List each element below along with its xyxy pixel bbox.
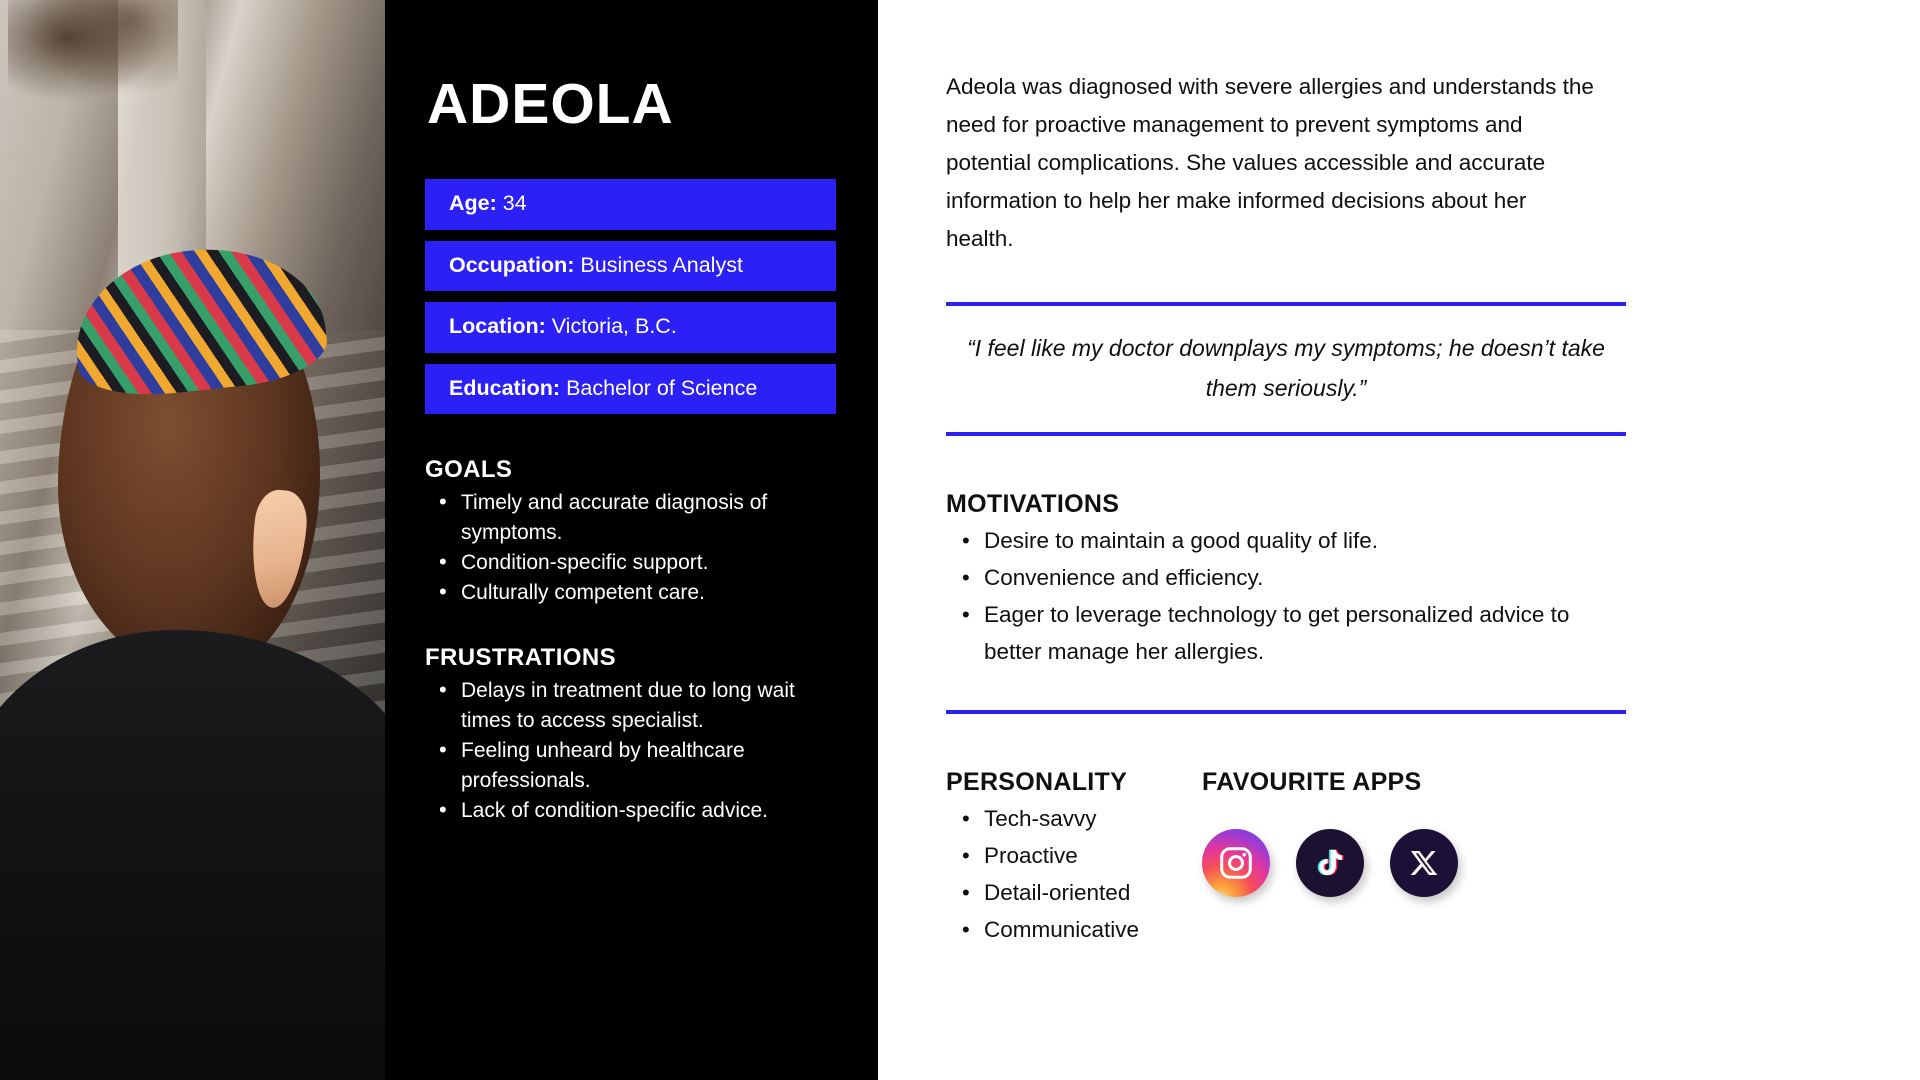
goals-list (425, 488, 836, 608)
fact-value-education: Bachelor of Science (566, 375, 758, 400)
fact-label-location: Location: (449, 314, 546, 338)
fact-bar-occupation (425, 241, 836, 292)
fact-label-education: Education: (449, 375, 561, 400)
fact-label-age: Age: (449, 191, 497, 215)
list-item: • Detail-oriented (946, 874, 1202, 911)
persona-details-panel (878, 0, 1920, 1080)
favourite-apps-heading: FAVOURITE APPS (1202, 768, 1422, 796)
list-item: • Delays in treatment due to long wait times to access specialist. (425, 676, 836, 736)
personality-list (946, 800, 1202, 948)
persona-quote: “I feel like my doctor downplays my symptoms; he doesn’t take them seriously.” (967, 335, 1605, 401)
list-item: • Convenience and efficiency. (946, 559, 1606, 596)
persona-summary-panel (385, 0, 878, 1080)
list-item: • Tech-savvy (946, 800, 1202, 837)
fact-label-occupation: Occupation: (449, 252, 575, 277)
goals-heading: GOALS (425, 456, 513, 483)
fact-value-location: Victoria, B.C. (551, 314, 677, 338)
frustrations-list (425, 676, 836, 826)
personality-apps-row (946, 714, 1866, 948)
x-twitter-icon[interactable] (1390, 829, 1458, 897)
motivations-list (946, 522, 1866, 670)
persona-name: ADEOLA (427, 72, 674, 136)
instagram-icon[interactable] (1202, 829, 1270, 897)
personality-heading: PERSONALITY (946, 768, 1128, 796)
photo-branch (8, 0, 178, 110)
list-item: • Desire to maintain a good quality of life. (946, 522, 1606, 559)
fact-bar-age (425, 179, 836, 230)
fact-bar-education (425, 364, 836, 415)
list-item: • Eager to leverage technology to get personalized advice to better manage her allergies. (946, 596, 1606, 670)
list-item: • Condition-specific support. (425, 548, 836, 578)
fact-value-occupation: Business Analyst (580, 252, 743, 277)
tiktok-icon[interactable] (1296, 829, 1364, 897)
persona-bio: Adeola was diagnosed with severe allergies and understands the need for proactive management to prevent symptoms and potential complications. She values accessible and accurate information to help her make informed decisions about her health. (946, 74, 1594, 251)
list-item: • Lack of condition-specific advice. (425, 796, 836, 826)
favourite-apps-section (1202, 714, 1458, 948)
divider-quote-bottom (946, 432, 1626, 436)
list-item: • Feeling unheard by healthcare professionals. (425, 736, 836, 796)
favourite-apps-list (1202, 829, 1458, 897)
list-item: • Proactive (946, 837, 1202, 874)
fact-value-age: 34 (502, 191, 527, 215)
list-item: • Communicative (946, 911, 1202, 948)
fact-bar-location (425, 302, 836, 353)
frustrations-heading: FRUSTRATIONS (425, 644, 617, 671)
persona-photo (0, 0, 385, 1080)
personality-section (946, 714, 1202, 948)
list-item: • Timely and accurate diagnosis of symptoms. (425, 488, 836, 548)
motivations-heading: MOTIVATIONS (946, 490, 1120, 518)
photo-shoulders (0, 630, 385, 1080)
list-item: • Culturally competent care. (425, 578, 836, 608)
